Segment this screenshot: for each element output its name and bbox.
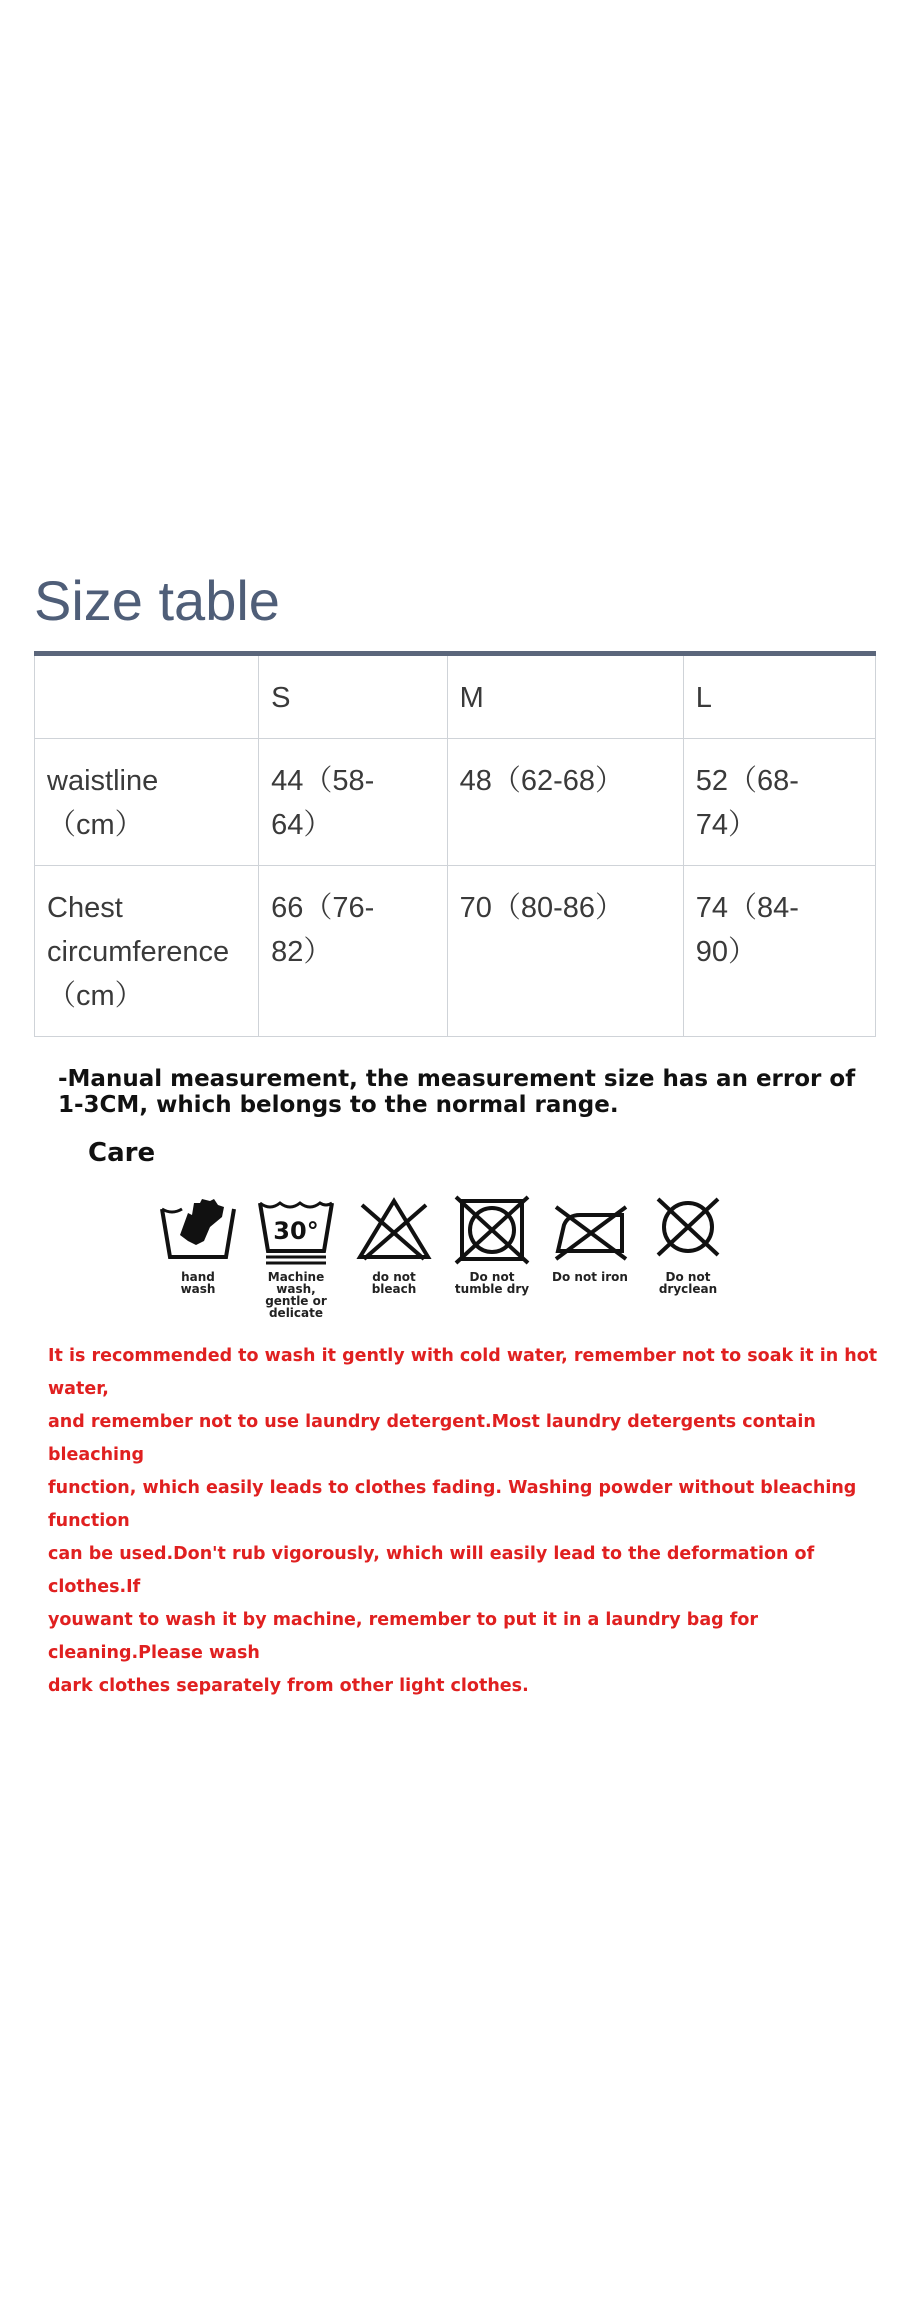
machine-wash-30-icon <box>256 1195 336 1265</box>
table-row <box>35 866 876 1037</box>
care-symbol <box>542 1195 638 1283</box>
do-not-dryclean-icon <box>648 1195 728 1265</box>
hand-wash-icon <box>158 1195 238 1265</box>
table-cell: 66（76- 82） <box>259 866 447 1037</box>
care-symbol <box>640 1195 736 1295</box>
care-symbol <box>150 1195 246 1295</box>
size-table <box>34 651 876 1037</box>
table-header-cell: M <box>447 654 683 739</box>
table-cell: 48（62-68） <box>447 739 683 866</box>
size-table-title: Size table <box>34 569 280 632</box>
row-label-cell: Chest circumference （cm） <box>35 866 259 1037</box>
row-label-cell: waistline （cm） <box>35 739 259 866</box>
table-row <box>35 739 876 866</box>
table-header-cell: L <box>683 654 875 739</box>
table-cell: 44（58- 64） <box>259 739 447 866</box>
care-symbol <box>346 1195 442 1295</box>
care-symbols <box>150 1195 740 1320</box>
do-not-tumble-dry-icon <box>452 1195 532 1265</box>
care-symbol-label: Machine wash, gentle or delicate <box>265 1270 327 1320</box>
table-header-cell <box>35 654 259 739</box>
care-symbol <box>444 1195 540 1295</box>
table-cell: 70（80-86） <box>447 866 683 1037</box>
care-symbol-label: Do not dryclean <box>658 1270 718 1296</box>
care-heading: Care <box>88 1138 156 1168</box>
measurement-note: -Manual measurement, the measurement size has an error of 1-3CM, which belongs to the normal range. <box>58 1066 856 1118</box>
care-symbol-label: Do not iron <box>552 1270 628 1284</box>
care-symbol-label: hand wash <box>180 1270 216 1296</box>
table-cell: 52（68- 74） <box>683 739 875 866</box>
care-symbol-label: do not bleach <box>371 1270 417 1296</box>
table-header-cell: S <box>259 654 447 739</box>
care-symbol <box>248 1195 344 1319</box>
do-not-iron-icon <box>550 1195 630 1265</box>
care-symbol-label: Do not tumble dry <box>454 1270 530 1296</box>
care-advice-text: It is recommended to wash it gently with cold water, remember not to soak it in hot water, and remember not to use laundry detergent.Most laundry detergents contain bleaching function, which easily leads to clothes fading. Washing powder without bleaching function can be used.Don't rub vigorously, which will easily lead to the deformation of clothes.If youwant to wash it by machine, remember to put it in a laundry bag for cleaning.Please wash dark clothes separately from other light clothes. <box>48 1346 878 1696</box>
table-header-row <box>35 654 876 739</box>
svg-text:30°: 30° <box>273 1217 319 1245</box>
table-cell: 74（84- 90） <box>683 866 875 1037</box>
do-not-bleach-icon <box>354 1195 434 1265</box>
